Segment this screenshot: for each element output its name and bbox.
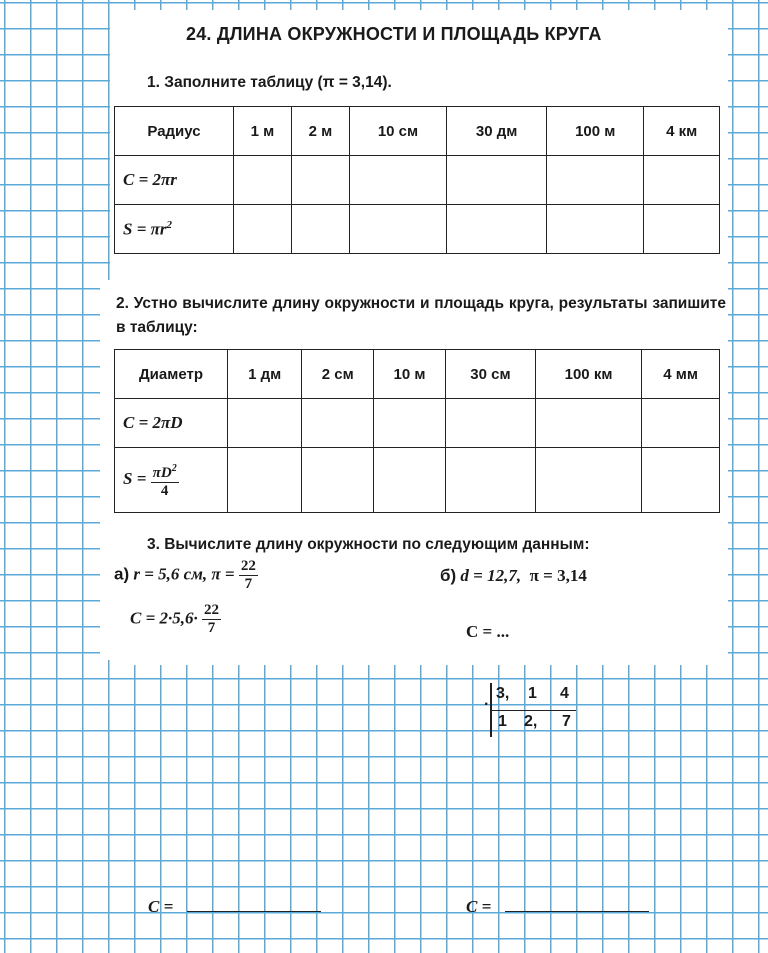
answer-a-label: C =: [148, 897, 174, 916]
task1-instruction: 1. Заполните таблицу (π = 3,14).: [147, 74, 392, 91]
answer-cell[interactable]: [374, 399, 446, 448]
answer-cell[interactable]: [644, 205, 720, 254]
multiplicand-row: [490, 683, 576, 709]
table-row: [115, 448, 720, 513]
header-cell: 1 дм: [228, 350, 302, 399]
radius-table: [114, 106, 720, 254]
header-cell: Радиус: [115, 107, 234, 156]
digit: 7: [562, 713, 571, 730]
header-cell: 100 м: [547, 107, 644, 156]
header-cell: 100 км: [535, 350, 641, 399]
answer-a: [148, 897, 321, 917]
header-cell: 30 см: [445, 350, 535, 399]
fraction-numerator: 22: [240, 558, 256, 574]
numerator-exponent: 2: [171, 463, 177, 474]
header-cell: 2 см: [302, 350, 374, 399]
table-row: [115, 205, 720, 254]
task3a-calc-text: C = 2·5,6·: [130, 608, 198, 628]
header-cell: 4 мм: [642, 350, 720, 399]
header-cell: 4 км: [644, 107, 720, 156]
task3b-calculation: C = ...: [466, 622, 510, 641]
digit: 2,: [524, 713, 538, 730]
answer-cell[interactable]: [445, 399, 535, 448]
table-row: [115, 399, 720, 448]
fraction: [239, 558, 258, 593]
answer-cell[interactable]: [291, 205, 349, 254]
digit: 4: [560, 685, 569, 702]
task3a-pi: π =: [211, 564, 235, 584]
header-cell: Диаметр: [115, 350, 228, 399]
column-multiplication: [490, 683, 576, 737]
multiplication-sign: .: [484, 692, 489, 709]
formula-cell: [115, 448, 228, 513]
task3b-given: [440, 566, 587, 586]
formula-text: S =: [123, 468, 147, 488]
fraction-denominator: 4: [160, 483, 169, 499]
answer-cell[interactable]: [349, 156, 446, 205]
task3a-label: а): [114, 564, 130, 584]
fraction-numerator: 22: [204, 602, 220, 618]
task3b-pi: π = 3,14: [529, 566, 587, 585]
digit: 1: [528, 685, 537, 702]
answer-cell[interactable]: [644, 156, 720, 205]
answer-cell[interactable]: [374, 448, 446, 513]
answer-cell[interactable]: [302, 399, 374, 448]
fraction: [151, 460, 179, 500]
task3a-calculation: [130, 602, 221, 637]
answer-cell[interactable]: [291, 156, 349, 205]
answer-cell[interactable]: [234, 205, 292, 254]
formula-text: S = πr: [123, 219, 167, 239]
formula-cell: C = 2πr: [115, 156, 234, 205]
answer-cell[interactable]: [228, 399, 302, 448]
multiplier-row: [490, 710, 576, 737]
answer-a-line[interactable]: [187, 897, 321, 912]
fraction-denominator: 7: [244, 576, 253, 592]
header-cell: 10 м: [374, 350, 446, 399]
answer-cell[interactable]: [535, 399, 641, 448]
fraction-denominator: 7: [207, 620, 216, 636]
table-row: [115, 156, 720, 205]
digit: 1: [498, 713, 507, 730]
task3a-given: [114, 558, 258, 593]
fraction: [202, 602, 221, 637]
table-header-row: [115, 107, 720, 156]
fraction-numerator: [151, 460, 179, 483]
answer-cell[interactable]: [535, 448, 641, 513]
answer-cell[interactable]: [547, 156, 644, 205]
task3-instruction: 3. Вычислите длину окружности по следующим данным:: [147, 536, 590, 553]
formula-cell: C = 2πD: [115, 399, 228, 448]
answer-cell[interactable]: [547, 205, 644, 254]
formula-exponent: 2: [166, 218, 173, 231]
answer-cell[interactable]: [445, 448, 535, 513]
numerator-text: πD: [152, 465, 172, 481]
page-title: 24. ДЛИНА ОКРУЖНОСТИ И ПЛОЩАДЬ КРУГА: [186, 24, 602, 44]
formula-cell: [115, 205, 234, 254]
answer-cell[interactable]: [228, 448, 302, 513]
answer-cell[interactable]: [447, 156, 547, 205]
answer-b-line[interactable]: [505, 897, 649, 912]
task3a-radius: r = 5,6 см,: [133, 564, 208, 584]
answer-cell[interactable]: [302, 448, 374, 513]
answer-b: [466, 897, 649, 917]
digit: 3,: [496, 685, 510, 702]
task2-instruction: 2. Устно вычислите длину окружности и площадь круга, результаты запишите в таблицу:: [116, 295, 726, 336]
answer-b-label: C =: [466, 897, 492, 916]
answer-cell[interactable]: [349, 205, 446, 254]
answer-cell[interactable]: [234, 156, 292, 205]
header-cell: 30 дм: [447, 107, 547, 156]
task3b-label: б): [440, 566, 457, 585]
header-cell: 1 м: [234, 107, 292, 156]
table-header-row: [115, 350, 720, 399]
task3b-diameter: d = 12,7,: [460, 566, 522, 585]
header-cell: 2 м: [291, 107, 349, 156]
answer-cell[interactable]: [642, 399, 720, 448]
header-cell: 10 см: [349, 107, 446, 156]
answer-cell[interactable]: [447, 205, 547, 254]
answer-cell[interactable]: [642, 448, 720, 513]
diameter-table: [114, 349, 720, 513]
